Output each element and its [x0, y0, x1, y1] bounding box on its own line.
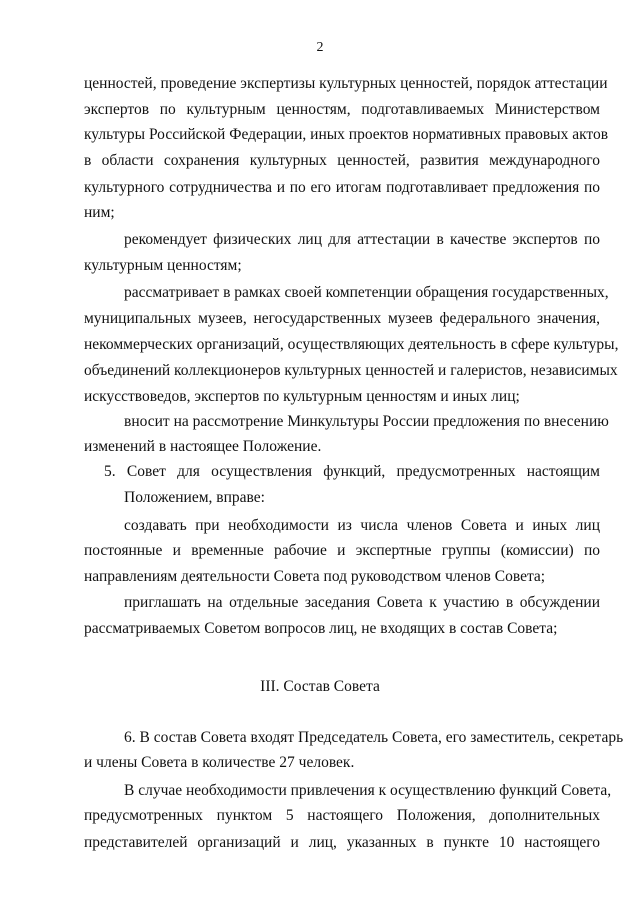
text-line: в области сохранения культурных ценностей, развития международного: [84, 152, 600, 169]
text-line: постоянные и временные рабочие и экспертные группы (комиссии) по: [84, 542, 600, 559]
text-line: предусмотренных пунктом 5 настоящего Положения, дополнительных: [84, 807, 600, 824]
text-line: представителей организаций и лиц, указанных в пункте 10 настоящего: [84, 834, 600, 851]
page-number: 2: [316, 40, 324, 55]
text-line: 6. В состав Совета входят Председатель Совета, его заместитель, секретарь: [124, 729, 624, 746]
text-line: 5. Совет для осуществления функций, предусмотренных настоящим: [104, 463, 600, 480]
text-line: рекомендует физических лиц для аттестации в качестве экспертов по: [124, 231, 600, 248]
text-line: культурного сотрудничества и по его итогам подготавливает предложения по: [84, 179, 600, 196]
text-line: искусствоведов, экспертов по культурным ценностям и иных лиц;: [84, 388, 520, 405]
text-line: экспертов по культурным ценностям, подготавливаемых Министерством: [84, 101, 600, 118]
text-line: муниципальных музеев, негосударственных музеев федерального значения,: [84, 310, 600, 327]
text-line: ним;: [84, 204, 115, 221]
text-line: некоммерческих организаций, осуществляющих деятельность в сфере культуры,: [84, 336, 619, 353]
text-line: рассматриваемых Советом вопросов лиц, не входящих в состав Совета;: [84, 620, 558, 637]
text-line: создавать при необходимости из числа членов Совета и иных лиц: [124, 517, 600, 534]
text-line: приглашать на отдельные заседания Совета к участию в обсуждении: [124, 594, 600, 611]
text-line: вносит на рассмотрение Минкультуры России предложения по внесению: [124, 413, 609, 430]
text-line: ценностей, проведение экспертизы культурных ценностей, порядок аттестации: [84, 75, 608, 92]
section-heading: III. Состав Совета: [260, 678, 380, 695]
text-line: Положением, вправе:: [124, 489, 265, 506]
text-line: и члены Совета в количестве 27 человек.: [84, 754, 355, 771]
text-line: изменений в настоящее Положение.: [84, 438, 322, 455]
text-line: рассматривает в рамках своей компетенции обращения государственных,: [124, 284, 609, 301]
text-line: направлениям деятельности Совета под руководством членов Совета;: [84, 568, 546, 585]
text-line: В случае необходимости привлечения к осуществлению функций Совета,: [124, 782, 612, 799]
text-line: объединений коллекционеров культурных ценностей и галеристов, независимых: [84, 362, 618, 379]
text-line: культурным ценностям;: [84, 257, 242, 274]
text-line: культуры Российской Федерации, иных проектов нормативных правовых актов: [84, 126, 609, 143]
